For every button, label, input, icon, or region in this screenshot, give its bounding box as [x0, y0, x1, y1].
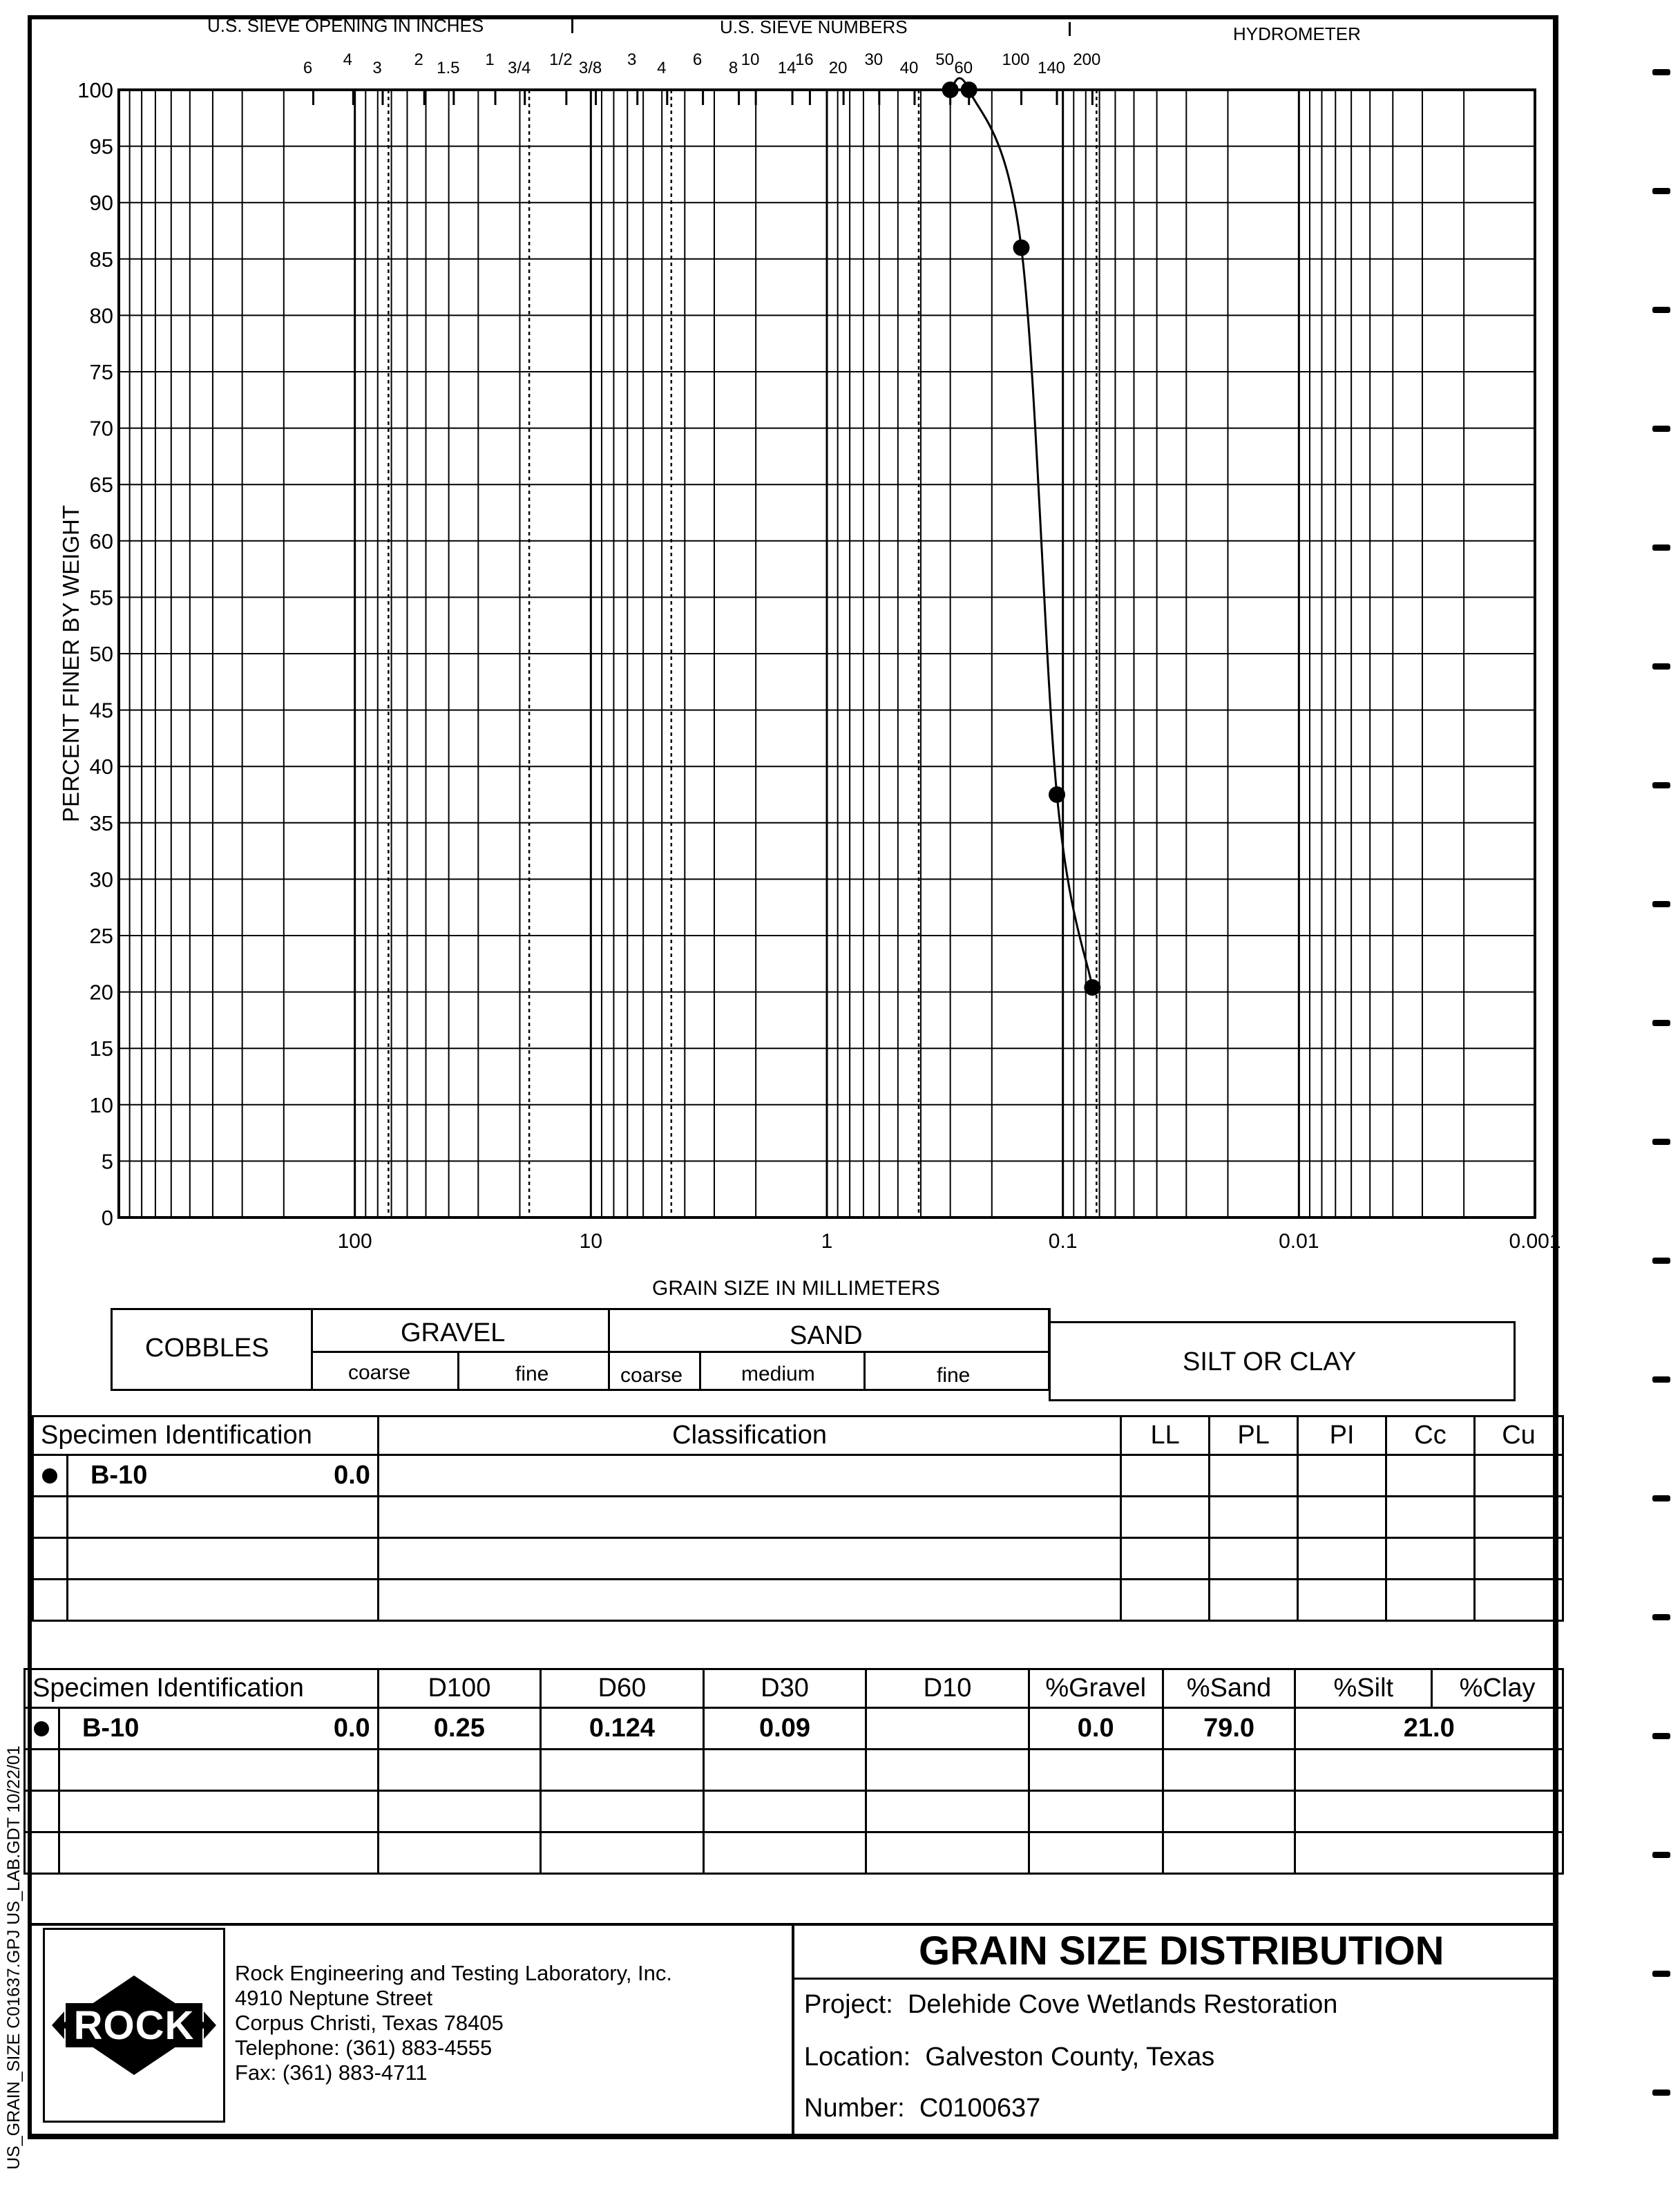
location-line	[804, 2043, 1214, 2072]
y-axis-title: PERCENT FINER BY WEIGHT	[58, 504, 84, 822]
company-fax: Fax: (361) 883-4711	[235, 2060, 428, 2085]
sieve-tick-label: 16	[795, 50, 814, 69]
col-cc: Cc	[1386, 1416, 1475, 1455]
sieve-tick-label: 2	[414, 50, 423, 69]
band-divider	[608, 1308, 610, 1391]
col-pl: PL	[1210, 1416, 1298, 1455]
sieve-tick-label: 3/4	[508, 59, 531, 77]
sieve-tick-label: 3	[372, 59, 382, 77]
y-tick-label: 20	[89, 980, 113, 1005]
edge-punch-mark	[1652, 69, 1670, 75]
project-label: Project:	[804, 1990, 893, 2019]
x-axis-title: GRAIN SIZE IN MILLIMETERS	[652, 1277, 940, 1300]
edge-punch-mark	[1652, 426, 1670, 432]
sand-label: SAND	[790, 1321, 863, 1350]
specimen-depth: 0.0	[334, 1461, 370, 1490]
table-row	[33, 1538, 1563, 1580]
title-underline	[792, 1978, 1558, 1980]
classification-cell	[378, 1455, 1120, 1497]
sieve-tick-label: 20	[828, 59, 848, 77]
sieve-tick-label: 30	[864, 50, 884, 69]
cobbles-label: COBBLES	[145, 1334, 269, 1363]
sieve-tick-label: 100	[1002, 50, 1030, 69]
sieve-tick-label: 3/8	[578, 59, 602, 77]
y-tick-label: 10	[89, 1092, 113, 1117]
sieve-tick-label: 1	[485, 50, 495, 69]
edge-punch-mark	[1652, 1495, 1670, 1501]
gravel-cell: 0.0	[1029, 1708, 1163, 1750]
rock-logo	[45, 1930, 223, 2121]
sieve-tick-label: 140	[1037, 59, 1066, 77]
col-d30: D30	[703, 1669, 866, 1708]
sieve-tick-label: 50	[935, 50, 955, 69]
edge-punch-mark	[1652, 1376, 1670, 1383]
gravel-coarse-label: coarse	[348, 1361, 411, 1384]
sieve-tick-label: 40	[899, 59, 919, 77]
project-value: Delehide Cove Wetlands Restoration	[907, 1990, 1338, 2019]
sieve-tick-label: 1/2	[549, 50, 573, 69]
y-tick-label: 45	[89, 698, 113, 723]
edge-punch-mark	[1652, 2090, 1670, 2096]
group-label-inches: U.S. SIEVE OPENING IN INCHES	[207, 15, 484, 36]
edge-punch-mark	[1652, 901, 1670, 907]
y-tick-label: 85	[89, 247, 113, 272]
ll-cell	[1121, 1455, 1210, 1497]
group-label-sieve-numbers: U.S. SIEVE NUMBERS	[720, 17, 908, 37]
edge-punch-mark	[1652, 1852, 1670, 1858]
logo-text: ROCK	[73, 2003, 195, 2048]
band-divider	[311, 1308, 313, 1391]
edge-punch-mark	[1652, 307, 1670, 313]
company-street: 4910 Neptune Street	[235, 1986, 433, 2010]
edge-punch-mark	[1652, 1020, 1670, 1026]
col-percent-gravel: %Gravel	[1029, 1669, 1163, 1708]
number-value: C0100637	[919, 2094, 1041, 2123]
y-tick-label: 55	[89, 585, 113, 610]
specimen-depth: 0.0	[333, 1714, 370, 1743]
data-point	[942, 82, 959, 98]
table-row	[33, 1497, 1563, 1538]
edge-punch-mark	[1652, 1733, 1670, 1739]
edge-punch-mark	[1652, 188, 1670, 194]
y-tick-label: 65	[89, 473, 113, 498]
table-row	[25, 1750, 1563, 1791]
y-tick-label: 40	[89, 755, 113, 779]
sieve-tick-label: 4	[657, 59, 667, 77]
location-value: Galveston County, Texas	[925, 2043, 1215, 2072]
logo-box	[43, 1928, 225, 2123]
group-label-hydrometer: HYDROMETER	[1233, 23, 1361, 44]
y-tick-label: 5	[101, 1149, 113, 1174]
gradation-curve	[951, 78, 1093, 987]
d30-cell: 0.09	[703, 1708, 866, 1750]
y-tick-label: 0	[101, 1206, 113, 1230]
col-percent-clay: %Clay	[1432, 1669, 1563, 1708]
report-title: GRAIN SIZE DISTRIBUTION	[919, 1929, 1444, 1973]
sand-medium-label: medium	[741, 1363, 815, 1385]
band-divider	[457, 1351, 459, 1391]
company-name: Rock Engineering and Testing Laboratory, Inc.	[235, 1961, 673, 1985]
data-point	[1049, 786, 1065, 803]
axis-layer	[77, 78, 1560, 1253]
specimen-cell	[67, 1455, 378, 1497]
sieve-tick-label: 6	[303, 59, 313, 77]
col-specimen-identification: Specimen Identification	[33, 1416, 379, 1455]
table-row	[33, 1580, 1563, 1621]
specimen-id: B-10	[90, 1461, 148, 1490]
specimen-cell	[59, 1708, 378, 1750]
silt-clay-cell: 21.0	[1295, 1708, 1563, 1750]
col-pi: PI	[1298, 1416, 1386, 1455]
table-row	[25, 1791, 1563, 1832]
sieve-tick-label: 10	[741, 50, 760, 69]
sieve-tick-label: 14	[777, 59, 796, 77]
y-tick-label: 35	[89, 811, 113, 835]
d60-cell: 0.124	[541, 1708, 704, 1750]
y-tick-label: 75	[89, 360, 113, 384]
y-tick-label: 80	[89, 303, 113, 328]
edge-punch-mark	[1652, 1614, 1670, 1620]
col-classification: Classification	[378, 1416, 1120, 1455]
gradation-table	[23, 1668, 1564, 1875]
cu-cell	[1474, 1455, 1563, 1497]
y-tick-label: 25	[89, 924, 113, 948]
col-percent-sand: %Sand	[1163, 1669, 1295, 1708]
y-tick-label: 60	[89, 529, 113, 553]
gravel-fine-label: fine	[515, 1363, 549, 1385]
sand-fine-label: fine	[937, 1364, 971, 1387]
y-tick-label: 30	[89, 867, 113, 892]
x-tick-label: 1	[821, 1230, 833, 1253]
project-line	[804, 1990, 1337, 2020]
curve-layer	[951, 78, 1093, 987]
col-cu: Cu	[1474, 1416, 1563, 1455]
number-label: Number:	[804, 2094, 905, 2123]
top-sieve-ticks	[303, 50, 1101, 105]
band-divider	[863, 1351, 866, 1391]
sand-coarse-label: coarse	[620, 1364, 683, 1387]
d10-cell	[866, 1708, 1029, 1750]
y-tick-label: 50	[89, 642, 113, 666]
y-tick-label: 90	[89, 191, 113, 216]
sieve-tick-label: 3	[627, 50, 637, 69]
data-point	[1084, 979, 1100, 996]
col-d60: D60	[541, 1669, 704, 1708]
pl-cell	[1210, 1455, 1298, 1497]
x-tick-label: 0.001	[1509, 1230, 1561, 1253]
edge-punch-mark	[1652, 1971, 1670, 1977]
table-row	[33, 1455, 1563, 1497]
grid-layer	[119, 90, 1535, 1217]
company-phone: Telephone: (361) 883-4555	[235, 2036, 493, 2060]
sieve-tick-label: 1.5	[437, 59, 460, 77]
x-tick-label: 100	[337, 1230, 372, 1253]
edge-punch-mark	[1652, 1139, 1670, 1145]
pi-cell	[1298, 1455, 1386, 1497]
col-d10: D10	[866, 1669, 1029, 1708]
number-line	[804, 2094, 1040, 2123]
table-row	[25, 1832, 1563, 1874]
location-label: Location:	[804, 2043, 911, 2072]
sieve-tick-label: 200	[1073, 50, 1101, 69]
row-marker	[25, 1708, 59, 1750]
y-tick-label: 15	[89, 1036, 113, 1061]
specimen-id: B-10	[82, 1714, 140, 1743]
side-file-stamp: US_GRAIN_SIZE C01637.GPJ US_LAB.GDT 10/22/01	[4, 1745, 23, 2170]
x-tick-label: 0.01	[1279, 1230, 1319, 1253]
band-divider	[699, 1351, 701, 1391]
gravel-label: GRAVEL	[401, 1318, 506, 1347]
edge-punch-mark	[1652, 1258, 1670, 1264]
edge-punch-mark	[1652, 544, 1670, 551]
sieve-tick-label: 4	[343, 50, 352, 69]
col-d100: D100	[378, 1669, 541, 1708]
point-layer	[942, 82, 1101, 996]
col-percent-silt: %Silt	[1295, 1669, 1432, 1708]
y-tick-label: 100	[77, 78, 113, 102]
x-tick-label: 0.1	[1048, 1230, 1078, 1253]
data-point	[961, 82, 977, 98]
band-divider	[312, 1351, 1049, 1353]
y-tick-label: 95	[89, 134, 113, 159]
classification-table	[32, 1415, 1564, 1622]
sieve-tick-label: 60	[954, 59, 973, 77]
footer-vertical-divider	[792, 1923, 794, 2139]
col-ll: LL	[1121, 1416, 1210, 1455]
sieve-tick-label: 8	[728, 59, 738, 77]
y-tick-label: 70	[89, 416, 113, 441]
company-city: Corpus Christi, Texas 78405	[235, 2011, 504, 2035]
sand-cell: 79.0	[1163, 1708, 1295, 1750]
sieve-tick-label: 6	[692, 50, 703, 69]
d100-cell: 0.25	[378, 1708, 541, 1750]
table-row	[25, 1708, 1563, 1750]
edge-punch-mark	[1652, 663, 1670, 670]
x-tick-label: 10	[579, 1230, 603, 1253]
silt-clay-label: SILT OR CLAY	[1183, 1347, 1357, 1376]
col-specimen-identification: Specimen Identification	[25, 1669, 379, 1708]
cc-cell	[1386, 1455, 1475, 1497]
row-marker	[33, 1455, 68, 1497]
edge-punch-mark	[1652, 782, 1670, 788]
data-point	[1013, 239, 1030, 256]
